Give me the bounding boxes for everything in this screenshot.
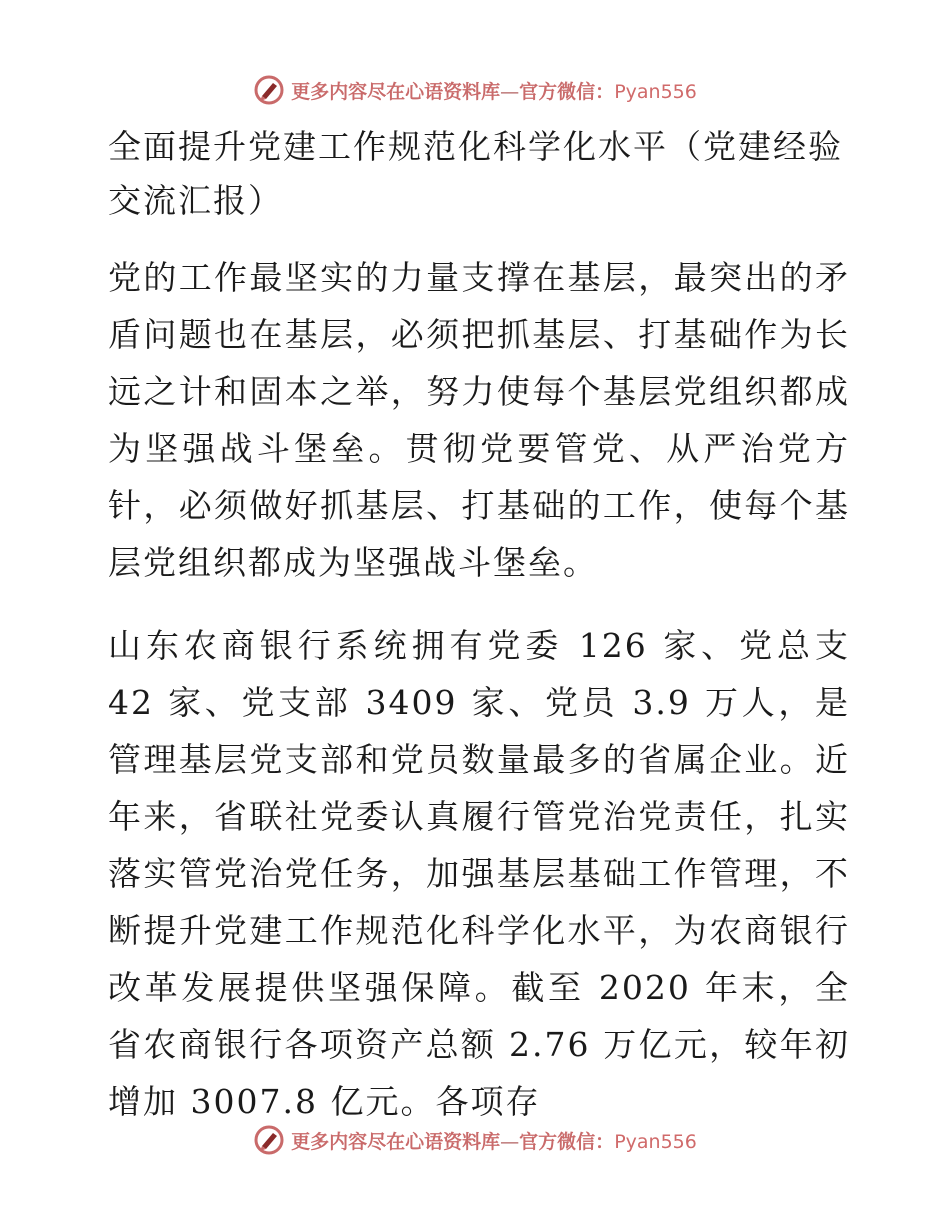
paragraph: 党的工作最坚实的力量支撑在基层，最突出的矛盾问题也在基层，必须把抓基层、打基础作为长远之计和固本之举，努力使每个基层党组织都成为坚强战斗堡垒。贯彻党要管党、从严治党方针，必须做好抓基层、打基础的工作，使每个基层党组织都成为坚强战斗堡垒。 bbox=[108, 258, 850, 582]
watermark-text: 更多内容尽在心语资料库—官方微信：Pyan556 bbox=[291, 80, 697, 103]
watermark-text: 更多内容尽在心语资料库—官方微信：Pyan556 bbox=[291, 1130, 697, 1153]
document-body bbox=[98, 120, 850, 1130]
watermark-banner-top bbox=[0, 70, 950, 110]
watermark-banner-bottom bbox=[0, 1120, 950, 1160]
pen-logo-icon bbox=[253, 74, 285, 106]
paragraph: 山东农商银行系统拥有党委 126 家、党总支 42 家、党支部 3409 家、党员 3.9 万人，是管理基层党支部和党员数量最多的省属企业。近年来，省联社党委认真履行管党治党责任，扎实落实管党治党任务，加强基层基础工作管理，不断提升党建工作规范化科学化水平，为农商银行改革发展提供坚强保障。截至 2020 年末，全省农商银行各项资产总额 2.76 万亿元，较年初增加 3007.8 亿元。各项存 bbox=[108, 626, 850, 1121]
document-title: 全面提升党建工作规范化科学化水平（党建经验交流汇报） bbox=[108, 127, 843, 220]
pen-logo-icon bbox=[253, 1124, 285, 1156]
